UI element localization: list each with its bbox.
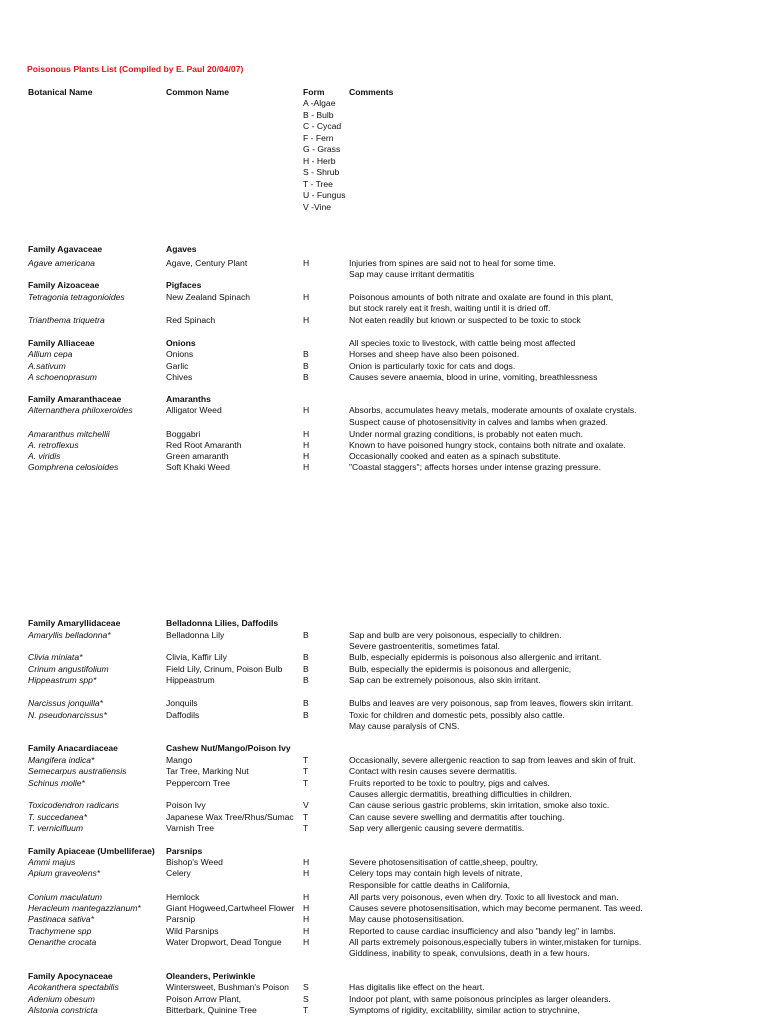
- family-row: [0, 244, 768, 256]
- common-name-cell: Jonquils: [166, 698, 198, 708]
- comment-cell: Responsible for cattle deaths in California,: [349, 880, 510, 890]
- comment-cell: Causes severe photosensitisation, which may become permanent. Tas weed.: [349, 903, 643, 913]
- botanical-name-cell: Trachymene spp: [28, 926, 92, 936]
- form-cell: H: [303, 892, 310, 902]
- common-name-cell: Varnish Tree: [166, 823, 215, 833]
- botanical-name-cell: Allium cepa: [28, 349, 73, 359]
- comment-cell: Absorbs, accumulates heavy metals, moderate amounts of oxalate crystals.: [349, 405, 637, 415]
- table-row: [0, 914, 768, 926]
- table-row: [0, 880, 768, 892]
- comment-cell: but stock rarely eat it fresh, waiting until it is dried off.: [349, 303, 551, 313]
- common-name-cell: Green amaranth: [166, 451, 229, 461]
- form-cell: H: [303, 451, 310, 461]
- header-common-name: Common Name: [166, 87, 230, 97]
- form-cell: S: [303, 982, 309, 992]
- common-name-cell: Agave, Century Plant: [166, 258, 248, 268]
- common-name-cell: Amaranths: [166, 394, 211, 404]
- comment-cell: Causes severe anaemia, blood in urine, vomiting, breathlessness: [349, 372, 598, 382]
- comment-cell: All parts extremely poisonous,especially tubers in winter,mistaken for turnips.: [349, 937, 642, 947]
- table-row: [0, 994, 768, 1006]
- common-name-cell: Cashew Nut/Mango/Poison Ivy: [166, 743, 291, 753]
- botanical-name-cell: Ammi majus: [28, 857, 76, 867]
- botanical-name-cell: T. succedanea*: [28, 812, 87, 822]
- comment-cell: Sap may cause irritant dermatitis: [349, 269, 475, 279]
- comment-cell: Horses and sheep have also been poisoned.: [349, 349, 520, 359]
- form-cell: T: [303, 812, 309, 822]
- table-row: [0, 800, 768, 812]
- family-row: [0, 971, 768, 983]
- table-row: [0, 664, 768, 676]
- form-cell: T: [303, 755, 309, 765]
- comment-cell: Occasionally, severe allergenic reaction to sap from leaves and skin of fruit.: [349, 755, 636, 765]
- botanical-name-cell: Toxicodendron radicans: [28, 800, 119, 810]
- common-name-cell: Red Root Amaranth: [166, 440, 242, 450]
- common-name-cell: Bitterbark, Quinine Tree: [166, 1005, 257, 1015]
- form-cell: H: [303, 868, 310, 878]
- table-row: [0, 812, 768, 824]
- botanical-name-cell: N. pseudonarcissus*: [28, 710, 107, 720]
- botanical-name-cell: Narcissus jonquilla*: [28, 698, 103, 708]
- table-row: [0, 405, 768, 417]
- botanical-name-cell: Alternanthera philoxeroides: [28, 405, 133, 415]
- common-name-cell: Parsnip: [166, 914, 196, 924]
- botanical-name-cell: Amaranthus mitchellii: [28, 429, 110, 439]
- header-form: Form: [303, 87, 325, 97]
- common-name-cell: Boggabri: [166, 429, 201, 439]
- table-row: [0, 361, 768, 373]
- common-name-cell: Japanese Wax Tree/Rhus/Sumac: [166, 812, 294, 822]
- table-row: [0, 303, 768, 315]
- botanical-name-cell: A. viridis: [28, 451, 61, 461]
- table-row: [0, 417, 768, 429]
- form-cell: B: [303, 710, 309, 720]
- botanical-name-cell: Pastinaca sativa*: [28, 914, 94, 924]
- table-row: [0, 1005, 768, 1017]
- common-name-cell: Agaves: [166, 244, 197, 254]
- form-cell: T: [303, 766, 309, 776]
- common-name-cell: Mango: [166, 755, 193, 765]
- form-cell: H: [303, 857, 310, 867]
- form-cell: H: [303, 937, 310, 947]
- table-row: [0, 857, 768, 869]
- form-code: B - Bulb: [303, 109, 334, 120]
- table-row: [0, 766, 768, 778]
- comment-cell: Can cause serious gastric problems, skin irritation, smoke also toxic.: [349, 800, 610, 810]
- botanical-name-cell: Oenanthe crocata: [28, 937, 97, 947]
- comment-cell: All parts very poisonous, even when dry. Toxic to all livestock and man.: [349, 892, 619, 902]
- form-code: H - Herb: [303, 155, 336, 166]
- comment-cell: Can cause severe swelling and dermatitis after touching.: [349, 812, 565, 822]
- table-row: [0, 292, 768, 304]
- botanical-name-cell: Agave americana: [28, 258, 95, 268]
- form-cell: H: [303, 440, 310, 450]
- form-cell: V: [303, 800, 309, 810]
- common-name-cell: Celery: [166, 868, 191, 878]
- table-row: [0, 710, 768, 722]
- comment-cell: Fruits reported to be toxic to poultry, pigs and calves.: [349, 778, 550, 788]
- form-cell: B: [303, 349, 309, 359]
- form-code: U - Fungus: [303, 190, 346, 200]
- comment-cell: Has digitalis like effect on the heart.: [349, 982, 485, 992]
- form-cell: T: [303, 1005, 309, 1015]
- common-name-cell: Parsnips: [166, 846, 203, 856]
- common-name-cell: Water Dropwort, Dead Tongue: [166, 937, 282, 947]
- botanical-name-cell: Adenium obesum: [28, 994, 95, 1004]
- table-row: [0, 721, 768, 733]
- botanical-name-cell: Schinus molle*: [28, 778, 85, 788]
- table-row: [0, 937, 768, 949]
- botanical-name-cell: Heracleum mantegazzianum*: [28, 903, 141, 913]
- common-name-cell: Poison Arrow Plant,: [166, 994, 241, 1004]
- common-name-cell: Field Lily, Crinum, Poison Bulb: [166, 664, 283, 674]
- comment-cell: Under normal grazing conditions, is probably not eaten much.: [349, 429, 584, 439]
- botanical-name-cell: Semecarpus australiensis: [28, 766, 127, 776]
- table-row: [0, 440, 768, 452]
- header-botanical-name: Botanical Name: [28, 87, 93, 97]
- botanical-name-cell: Family Aizoaceae: [28, 280, 100, 290]
- botanical-name-cell: Amaryllis belladonna*: [28, 630, 111, 640]
- table-row: [0, 778, 768, 790]
- comment-cell: Bulbs and leaves are very poisonous, sap from leaves, flowers skin irritant.: [349, 698, 634, 708]
- comment-cell: Injuries from spines are said not to heal for some time.: [349, 258, 556, 268]
- family-row: [0, 338, 768, 350]
- common-name-cell: Garlic: [166, 361, 189, 371]
- comment-cell: Occasionally cooked and eaten as a spinach substitute.: [349, 451, 561, 461]
- form-code: T - Tree: [303, 178, 333, 189]
- common-name-cell: Wintersweet, Bushman's Poison: [166, 982, 289, 992]
- table-row: [0, 652, 768, 664]
- comment-cell: Reported to cause cardiac insufficiency and also "bandy leg" in lambs.: [349, 926, 616, 936]
- common-name-cell: Poison Ivy: [166, 800, 206, 810]
- table-row: [0, 982, 768, 994]
- comment-cell: Sap can be extremely poisonous, also skin irritant.: [349, 675, 541, 685]
- form-cell: H: [303, 315, 310, 325]
- family-row: [0, 618, 768, 630]
- comment-cell: Severe gastroenteritis, sometimes fatal.: [349, 641, 500, 651]
- common-name-cell: Tar Tree, Marking Nut: [166, 766, 249, 776]
- table-row: [0, 755, 768, 767]
- form-code: S - Shrub: [303, 167, 340, 177]
- comment-cell: May cause photosensitisation.: [349, 914, 465, 924]
- document-title: Poisonous Plants List (Compiled by E. Paul 20/04/07): [27, 64, 244, 74]
- botanical-name-cell: Conium maculatum: [28, 892, 103, 902]
- form-cell: B: [303, 675, 309, 685]
- common-name-cell: Onions: [166, 349, 194, 359]
- comment-cell: Bulb, especially epidermis is poisonous also allergenic and irritant.: [349, 652, 602, 662]
- common-name-cell: Belladonna Lilies, Daffodils: [166, 618, 279, 628]
- botanical-name-cell: Alstonia constricta: [28, 1005, 98, 1015]
- form-code: C - Cycad: [303, 121, 342, 131]
- table-row: [0, 269, 768, 281]
- botanical-name-cell: Clivia miniata*: [28, 652, 83, 662]
- table-row: [0, 349, 768, 361]
- table-row: [0, 675, 768, 687]
- table-row: [0, 315, 768, 327]
- common-name-cell: Red Spinach: [166, 315, 216, 325]
- common-name-cell: Hemlock: [166, 892, 200, 902]
- botanical-name-cell: Tetragonia tetragonioides: [28, 292, 125, 302]
- common-name-cell: Bishop's Weed: [166, 857, 223, 867]
- common-name-cell: New Zealand Spinach: [166, 292, 251, 302]
- table-row: [0, 789, 768, 801]
- comment-cell: Severe photosensitisation of cattle,sheep, poultry,: [349, 857, 539, 867]
- form-code: A -Algae: [303, 98, 336, 108]
- form-cell: T: [303, 823, 309, 833]
- botanical-name-cell: Family Amaryllidaceae: [28, 618, 121, 628]
- comment-cell: Toxic for children and domestic pets, possibly also cattle.: [349, 710, 565, 720]
- form-cell: H: [303, 429, 310, 439]
- table-row: [0, 698, 768, 710]
- form-cell: B: [303, 372, 309, 382]
- form-cell: B: [303, 630, 309, 640]
- header-comments: Comments: [349, 87, 394, 97]
- comment-cell: Sap very allergenic causing severe dermatitis.: [349, 823, 525, 833]
- comment-cell: Contact with resin causes severe dermatitis.: [349, 766, 518, 776]
- form-cell: T: [303, 778, 309, 788]
- comment-cell: Celery tops may contain high levels of nitrate,: [349, 868, 523, 878]
- common-name-cell: Pigfaces: [166, 280, 202, 290]
- botanical-name-cell: Family Amaranthaceae: [28, 394, 122, 404]
- botanical-name-cell: Family Alliaceae: [28, 338, 95, 348]
- table-row: [0, 258, 768, 270]
- comment-cell: Known to have poisoned hungry stock, contains both nitrate and oxalate.: [349, 440, 626, 450]
- common-name-cell: Giant Hogweed,Cartwheel Flower: [166, 903, 295, 913]
- comment-cell: Onion is particularly toxic for cats and dogs.: [349, 361, 516, 371]
- comment-cell: Giddiness, inability to speak, convulsions, death in a few hours.: [349, 948, 590, 958]
- table-row: [0, 903, 768, 915]
- comment-cell: Indoor pot plant, with same poisonous principles as larger oleanders.: [349, 994, 611, 1004]
- family-row: [0, 846, 768, 858]
- botanical-name-cell: Trianthema triquetra: [28, 315, 105, 325]
- form-cell: H: [303, 462, 310, 472]
- form-cell: H: [303, 914, 310, 924]
- comment-cell: Suspect cause of photosensitivity in calves and lambs when grazed.: [349, 417, 608, 427]
- form-cell: H: [303, 292, 310, 302]
- form-cell: S: [303, 994, 309, 1004]
- form-code: F - Fern: [303, 132, 334, 143]
- table-row: [0, 372, 768, 384]
- botanical-name-cell: Crinum angustifolium: [28, 664, 109, 674]
- form-cell: H: [303, 405, 310, 415]
- comment-cell: Symptoms of rigidity, excitablility, similar action to strychnine,: [349, 1005, 580, 1015]
- comment-cell: Causes allergic dermatitis, breathing difficulties in children.: [349, 789, 572, 799]
- family-row: [0, 743, 768, 755]
- botanical-name-cell: A schoenoprasum: [28, 372, 97, 382]
- botanical-name-cell: Family Apocynaceae: [28, 971, 113, 981]
- botanical-name-cell: A.sativum: [28, 361, 66, 371]
- common-name-cell: Belladonna Lily: [166, 630, 225, 640]
- botanical-name-cell: Family Agavaceae: [28, 244, 103, 254]
- common-name-cell: Chives: [166, 372, 193, 382]
- table-row: [0, 429, 768, 441]
- botanical-name-cell: Family Anacardiaceae: [28, 743, 118, 753]
- table-row: [0, 451, 768, 463]
- table-row: [0, 630, 768, 642]
- botanical-name-cell: Acokanthera spectabilis: [28, 982, 119, 992]
- form-cell: B: [303, 698, 309, 708]
- form-cell: H: [303, 926, 310, 936]
- form-cell: B: [303, 361, 309, 371]
- common-name-cell: Daffodils: [166, 710, 200, 720]
- table-row: [0, 892, 768, 904]
- common-name-cell: Onions: [166, 338, 196, 348]
- botanical-name-cell: Hippeastrum spp*: [28, 675, 97, 685]
- common-name-cell: Hippeastrum: [166, 675, 215, 685]
- table-row: [0, 926, 768, 938]
- form-cell: H: [303, 258, 310, 268]
- comment-cell: All species toxic to livestock, with cattle being most affected: [349, 338, 576, 348]
- common-name-cell: Alligator Weed: [166, 405, 222, 415]
- botanical-name-cell: T. vernicifluum: [28, 823, 84, 833]
- common-name-cell: Soft Khaki Weed: [166, 462, 230, 472]
- common-name-cell: Peppercorn Tree: [166, 778, 231, 788]
- botanical-name-cell: Family Apiaceae (Umbelliferae): [28, 846, 155, 856]
- form-cell: H: [303, 903, 310, 913]
- table-row: [0, 948, 768, 960]
- common-name-cell: Oleanders, Periwinkle: [166, 971, 256, 981]
- common-name-cell: Clivia, Kaffir Lily: [166, 652, 227, 662]
- form-code: V -Vine: [303, 201, 332, 212]
- botanical-name-cell: Gomphrena celosioides: [28, 462, 119, 472]
- comment-cell: May cause paralysis of CNS.: [349, 721, 460, 731]
- table-row: [0, 641, 768, 653]
- comment-cell: Poisonous amounts of both nitrate and oxalate are found in this plant,: [349, 292, 614, 302]
- botanical-name-cell: Mangifera indica*: [28, 755, 95, 765]
- table-row: [0, 868, 768, 880]
- botanical-name-cell: A. retroflexus: [28, 440, 79, 450]
- comment-cell: Bulb, especially the epidermis is poisonous and allergenic,: [349, 664, 572, 674]
- comment-cell: Not eaten readily but known or suspected to be toxic to stock: [349, 315, 581, 325]
- form-code: G - Grass: [303, 144, 341, 154]
- table-row: [0, 823, 768, 835]
- botanical-name-cell: Apium graveolens*: [28, 868, 101, 878]
- common-name-cell: Wild Parsnips: [166, 926, 219, 936]
- family-row: [0, 394, 768, 406]
- comment-cell: "Coastal staggers"; affects horses under intense grazing pressure.: [349, 462, 601, 472]
- family-row: [0, 280, 768, 292]
- comment-cell: Sap and bulb are very poisonous, especially to children.: [349, 630, 562, 640]
- table-row: [0, 462, 768, 474]
- form-cell: B: [303, 652, 309, 662]
- form-cell: B: [303, 664, 309, 674]
